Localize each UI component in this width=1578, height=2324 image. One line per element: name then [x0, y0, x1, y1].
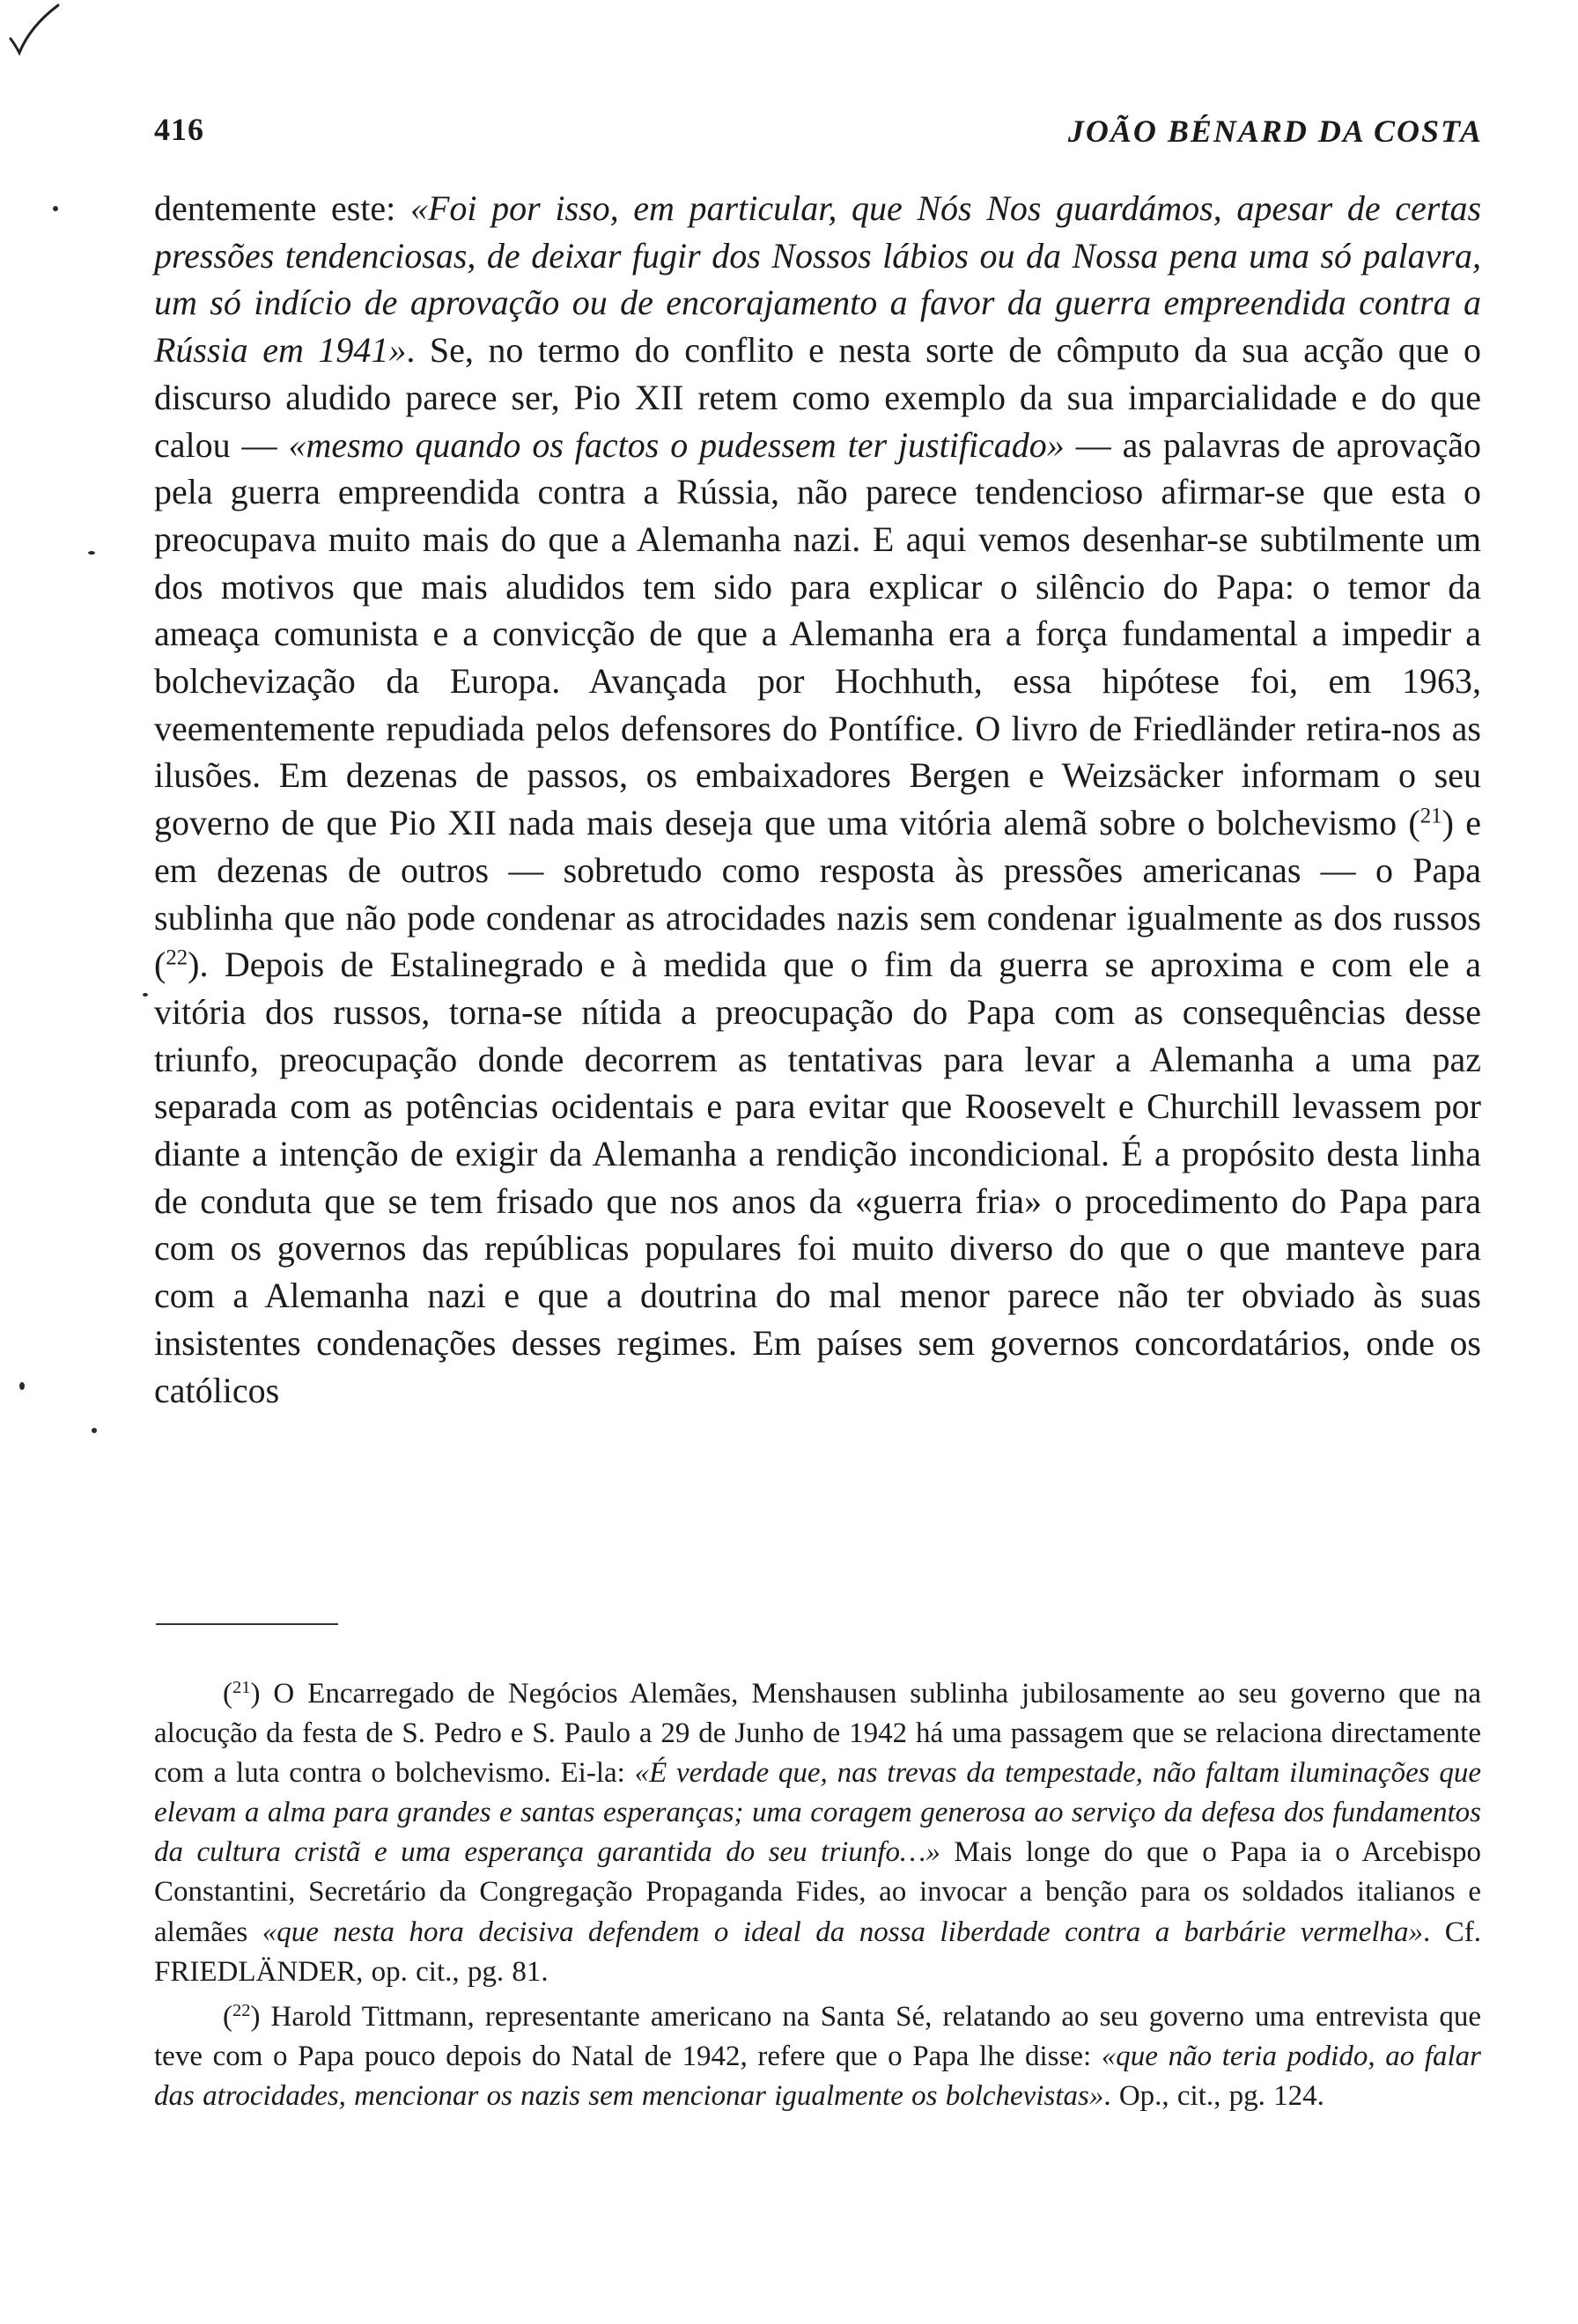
footnote-reference: 22 [232, 2000, 251, 2020]
margin-dot [143, 993, 148, 997]
text-run: ) O Encarregado de Negócios Alemães, Menshausen sublinha jubilosamente ao seu governo que na alocução da festa de S. Pedro e S. Paulo a 29 de Junho de 1942 há uma passagem que se relaciona directamente com a luta contra o bolchevismo. Ei-la: [154, 1678, 1481, 1790]
text-run: . Cf. FRIEDLÄNDER, op. cit., pg. 81. [154, 1916, 1481, 1988]
pencil-check-mark [4, 0, 65, 62]
text-run: ( [223, 2000, 232, 2033]
footnote-reference: 21 [232, 1677, 251, 1697]
text-run: ). Depois de Estalinegrado e à medida que o fim da guerra se aproxima e com ele a vitória dos russos, torna-se nítida a preocupação do Papa com as consequências desse triunfo, preocupação donde decorrem as tentativas para levar a Alemanha a uma paz separada com as potências ocidentais e para evitar que Roosevelt e Churchill levassem por diante a intenção de exigir da Alemanha a rendição incondicional. É a propósito desta linha de conduta que se tem frisado que nos anos da «guerra fria» o procedimento do Papa para com os governos das repúblicas populares foi muito diverso do que o que manteve para com a Alemanha nazi e que a doutrina do mal menor parece não ter obviado às suas insistentes condenações desses regimes. Em países sem governos concordatários, onde os católicos [154, 945, 1481, 1410]
margin-dot [92, 1428, 97, 1433]
text-run: ) Harold Tittmann, representante americano na Santa Sé, relatando ao seu governo uma entrevista que teve com o Papa pouco depois do Natal de 1942, refere que o Papa lhe disse: [154, 2000, 1481, 2072]
text-run: Mais longe do que o Papa ia o Arcebispo Constantini, Secretário da Congregação Propaganda Fides, ao invocar a benção para os soldados italianos e alemães [154, 1836, 1481, 1948]
main-body [154, 185, 1481, 1414]
text-run: ( [223, 1678, 232, 1710]
running-head: JOÃO BÉNARD DA COSTA [1067, 114, 1483, 149]
italic-quotation: «É verdade que, nas trevas da tempestade, não faltam iluminações que elevam a alma para grandes e santas esperanças; uma coragem generosa ao serviço da defesa dos fundamentos da cultura cristã e uma esperança garantida do seu triunfo…» [154, 1757, 1481, 1869]
page-header [154, 111, 1483, 160]
margin-dot [88, 551, 95, 555]
margin-dot [53, 206, 58, 211]
margin-dot [19, 1382, 25, 1390]
footnote-reference: 22 [166, 945, 188, 970]
footnote-reference: 21 [1419, 804, 1442, 828]
text-run: . Se, no termo do conflito e nesta sorte de cômputo da sua acção que o discurso aludido parece ser, Pio XII retem como exemplo da sua imparcialidade e do que calou — [154, 330, 1481, 465]
text-run: . Op., cit., pg. 124. [1103, 2079, 1324, 2112]
footnote-separator [156, 1623, 338, 1625]
footnote [154, 1674, 1481, 1992]
italic-quotation: «que não teria podido, ao falar das atrocidades, mencionar os nazis sem mencionar igualmente os bolchevistas» [154, 2040, 1481, 2112]
footnotes [154, 1674, 1481, 2122]
text-run: ) e em dezenas de outros — sobretudo como resposta às pressões americanas — o Papa sublinha que não pode condenar as atrocidades nazis sem condenar igualmente as dos russos ( [154, 803, 1481, 985]
italic-quotation: «mesmo quando os factos o pudessem ter justificado» [288, 424, 1065, 465]
italic-quotation: «Foi por isso, em particular, que Nós Nos guardámos, apesar de certas pressões tendenciosas, de deixar fugir dos Nossos lábios ou da Nossa pena uma só palavra, um só indício de aprovação ou de encorajamento a favor da guerra empreendida contra a Rússia em 1941» [154, 188, 1482, 371]
footnote [154, 1997, 1481, 2116]
text-run: — as palavras de aprovação pela guerra empreendida contra a Rússia, não parece tendencioso afirmar-se que esta o preocupava muito mais do que a Alemanha nazi. E aqui vemos desenhar-se subtilmente um dos motivos que mais aludidos tem sido para explicar o silêncio do Papa: o temor da ameaça comunista e a convicção de que a Alemanha era a força fundamental a impedir a bolchevização da Europa. Avançada por Hochhuth, essa hipótese foi, em 1963, veementemente repudiada pelos defensores do Pontífice. O livro de Friedländer retira-nos as ilusões. Em dezenas de passos, os embaixadores Bergen e Weizsäcker informam o seu governo de que Pio XII nada mais deseja que uma vitória alemã sobre o bolchevismo ( [154, 424, 1481, 843]
text-run: dentemente este: [154, 188, 410, 228]
page-number: 416 [154, 112, 204, 147]
italic-quotation: «que nesta hora decisiva defendem o ideal da nossa liberdade contra a barbárie vermelha» [262, 1916, 1424, 1948]
main-paragraph [154, 185, 1481, 1414]
